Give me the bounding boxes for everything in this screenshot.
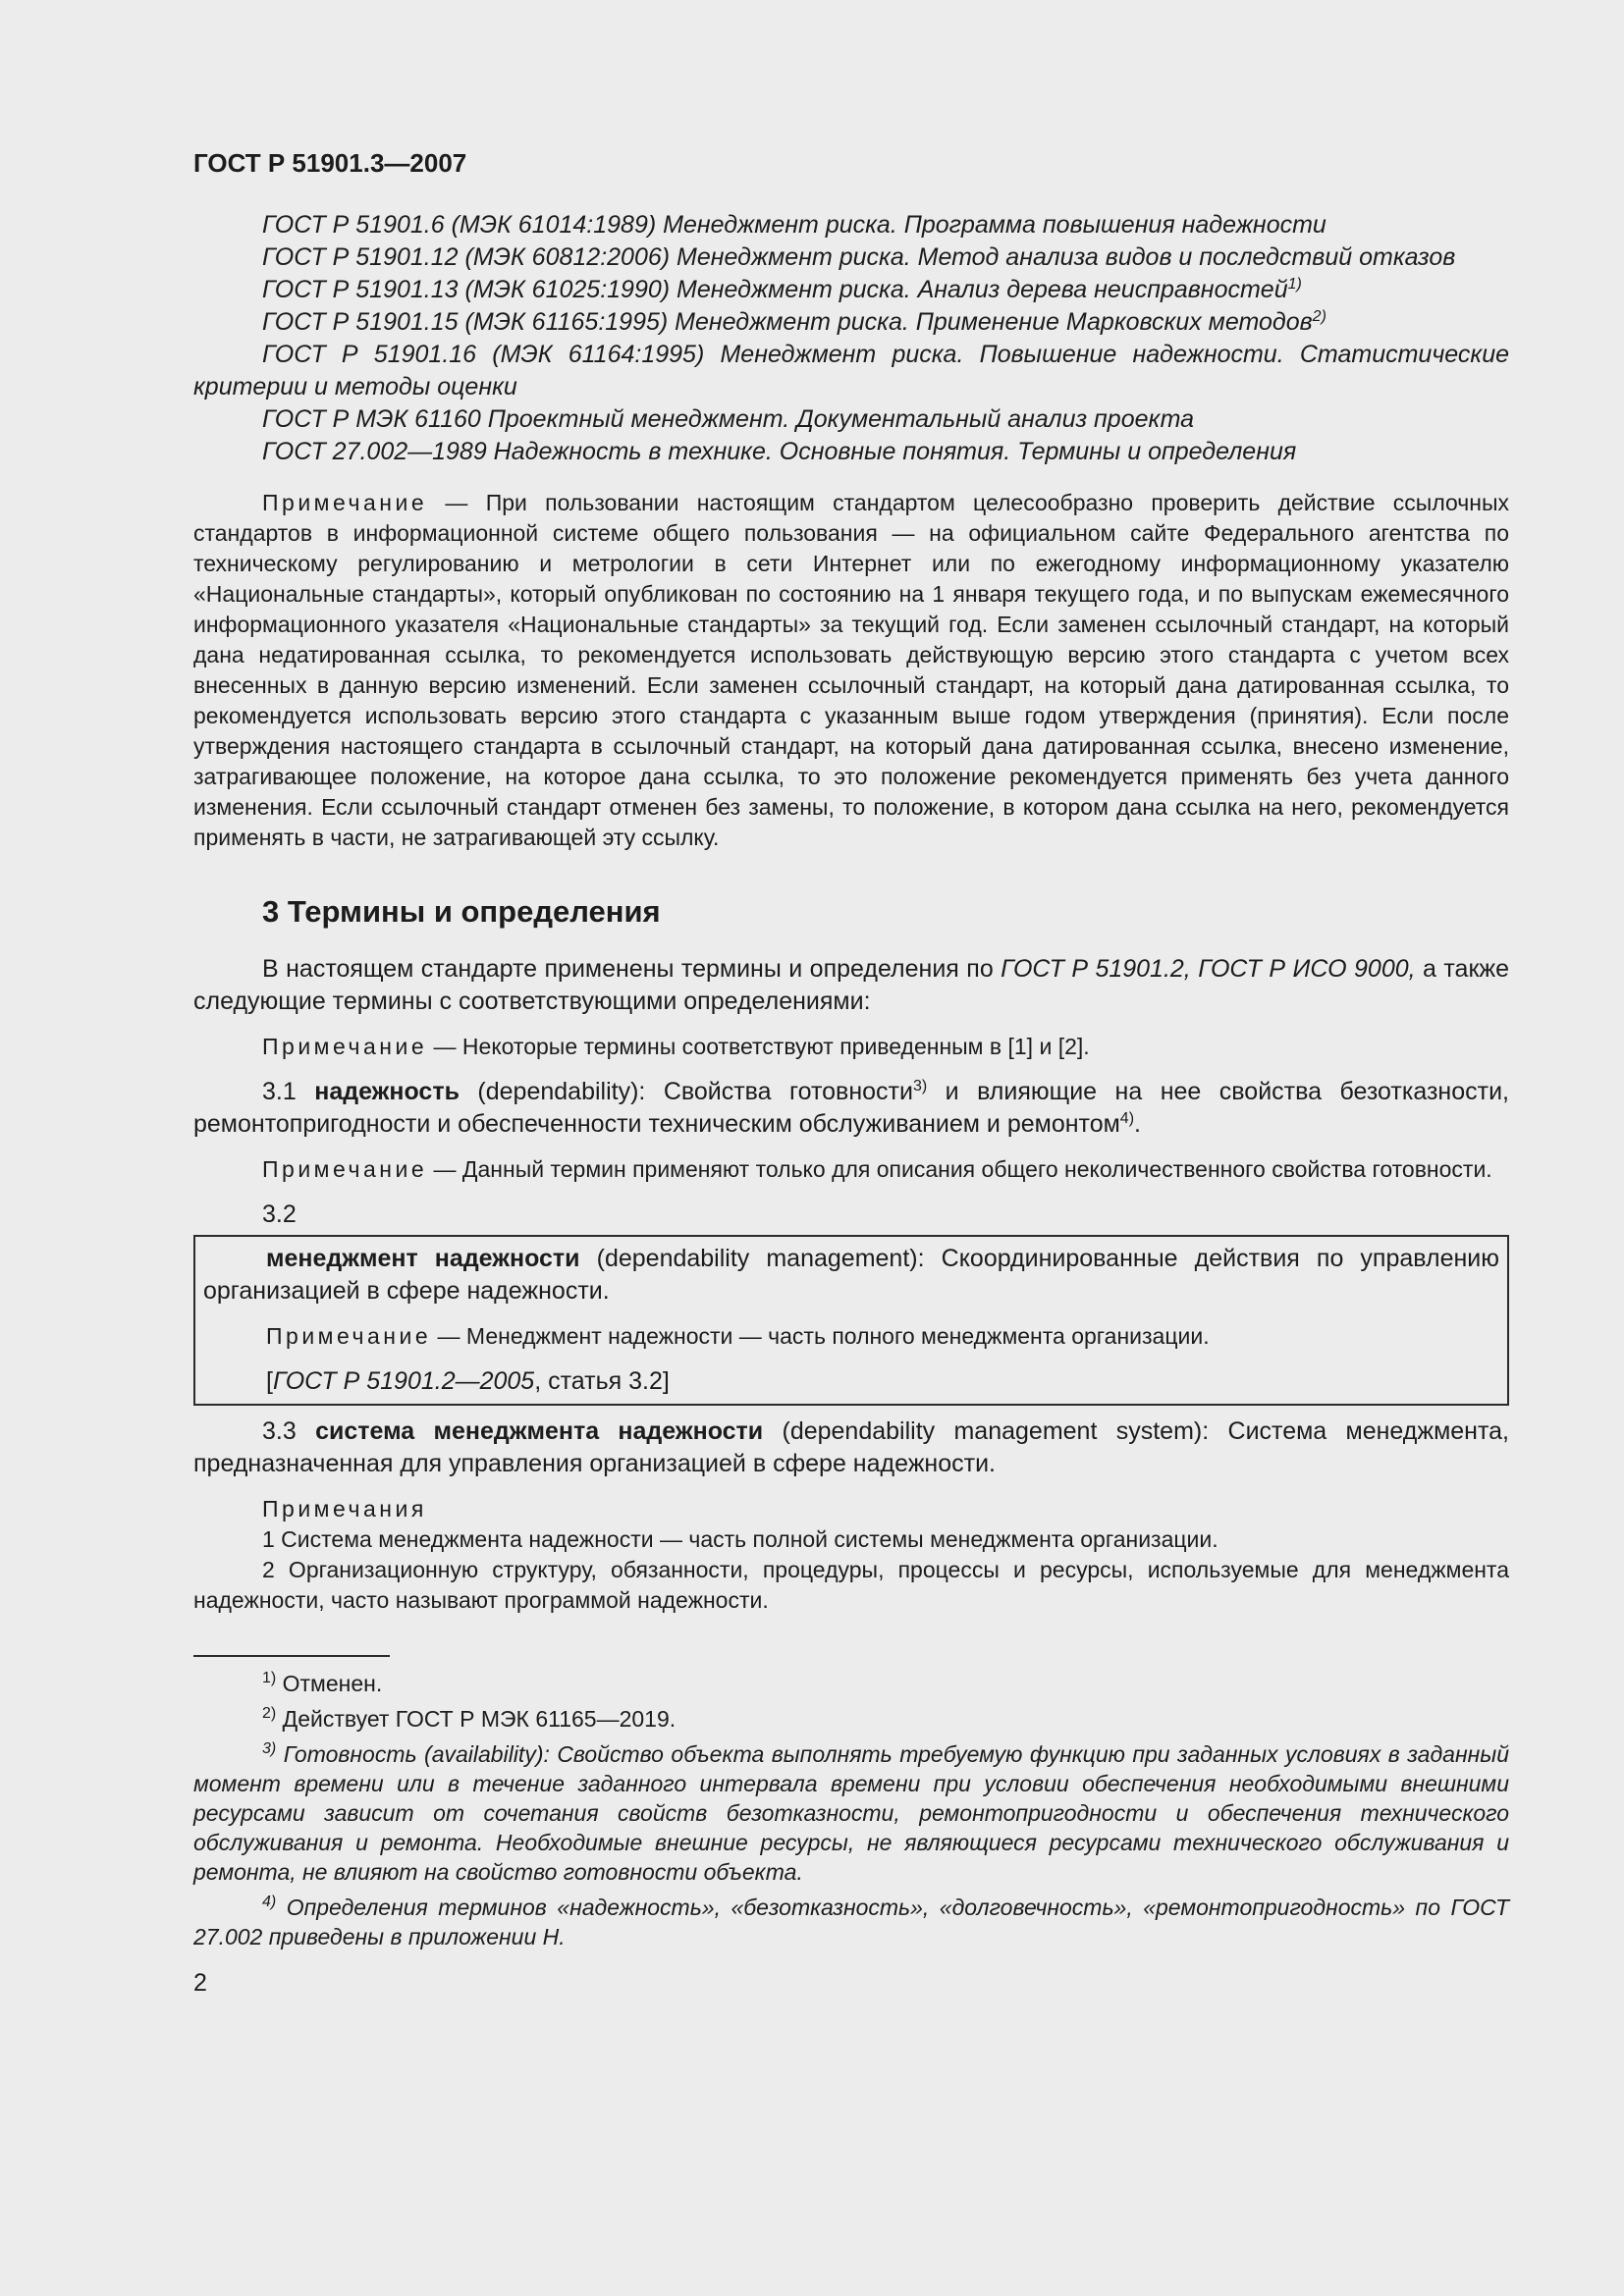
- note-item: 1 Система менеджмента надежности — часть полной системы менеджмента организации.: [262, 1526, 1218, 1552]
- footnotes: [193, 1669, 1509, 1951]
- footnote: $^{4)}$ Определения терминов «надежность», «безотказность», «долговечность», «ремонтопригодность» по ГОСТ 27.002 приведены в приложении Н.: [193, 1894, 1509, 1949]
- section-intro: В настоящем стандарте применены термины и определения по ГОСТ Р 51901.2, ГОСТ Р ИСО 9000, а также следующие термины с соответствующими определениями:: [193, 955, 1510, 1015]
- term-3-2-box: [193, 1235, 1509, 1406]
- term-name: менеджмент надежности: [266, 1245, 580, 1272]
- term-name: надежность: [314, 1078, 460, 1105]
- page-number: 2: [193, 1969, 207, 1997]
- reference-item: ГОСТ 27.002—1989 Надежность в технике. Основные понятия. Термины и определения: [262, 438, 1297, 465]
- reference-item: ГОСТ Р 51901.12 (МЭК 60812:2006) Менеджмент риска. Метод анализа видов и последствий отказов: [262, 243, 1456, 271]
- footnote-separator: [193, 1655, 390, 1657]
- reference-item: ГОСТ Р 51901.16 (МЭК 61164:1995) Менеджмент риска. Повышение надежности. Статистические критерии и методы оценки: [193, 341, 1509, 400]
- term-3-1: 3.1 надежность (dependability): Свойства готовности$^{3)}$ и влияющие на нее свойства безотказности, ремонтопригодности и обеспеченности техническим обслуживанием и ремонтом$^{4)}$.: [193, 1078, 1509, 1138]
- reference-item: ГОСТ Р МЭК 61160 Проектный менеджмент. Документальный анализ проекта: [262, 405, 1195, 433]
- note-label: Примечание: [262, 490, 428, 515]
- footnote-mark: 4): [1119, 1110, 1135, 1127]
- term-3-1-note: Примечание — Данный термин применяют только для описания общего неколичественного свойства готовности.: [262, 1156, 1492, 1182]
- document-page: [193, 147, 1509, 2000]
- reference-item: ГОСТ Р 51901.6 (МЭК 61014:1989) Менеджмент риска. Программа повышения надежности: [262, 211, 1326, 239]
- footnote: $^{2)}$ Действует ГОСТ Р МЭК 61165—2019.: [262, 1705, 677, 1732]
- term-3-2-source: [ГОСТ Р 51901.2—2005, статья 3.2]: [266, 1367, 670, 1395]
- document-header-code: ГОСТ Р 51901.3—2007: [193, 148, 467, 178]
- term-3-3: 3.3 система менеджмента надежности (dependability management system): Система менеджмента, предназначенная для управления организацией в сфере надежности.: [193, 1417, 1510, 1477]
- intro-note: Примечание — Некоторые термины соответствуют приведенным в [1] и [2].: [262, 1034, 1090, 1059]
- term-3-2-note: Примечание — Менеджмент надежности — часть полного менеджмента организации.: [266, 1323, 1210, 1349]
- term-3-2: менеджмент надежности (dependability management): Скоординированные действия по управлению организацией в сфере надежности.: [203, 1245, 1499, 1305]
- references-note: Примечание — При пользовании настоящим стандартом целесообразно проверить действие ссылочных стандартов в информационной системе общего пользования — на официальном сайте Федерального агентства по техническому регулированию и метрологии в сети Интернет или по ежегодному информационному указателю «Национальные стандарты», который опубликован по состоянию на 1 января текущего года, и по выпускам ежемесячного информационного указателя «Национальные стандарты» за текущий год. Если заменен ссылочный стандарт, на который дана недатированная ссылка, то рекомендуется использовать действующую версию этого стандарта с учетом всех внесенных в данную версию изменений. Если заменен ссылочный стандарт, на который дана датированная ссылка, то рекомендуется использовать версию этого стандарта с указанным выше годом утверждения (принятия). Если после утверждения настоящего стандарта в ссылочный стандарт, на который дана датированная ссылка, внесено изменение, затрагивающее положение, на которое дана ссылка, то это положение рекомендуется применять без учета данного изменения. Если ссылочный стандарт отменен без замены, то положение, в котором дана ссылка на него, рекомендуется применять в части, не затрагивающей эту ссылку.: [193, 490, 1509, 850]
- notes-label: Примечания: [262, 1496, 427, 1522]
- references-list: [193, 209, 1509, 468]
- term-name: система менеджмента надежности: [315, 1417, 764, 1445]
- footnote-mark: 2): [1312, 308, 1326, 325]
- reference-item: ГОСТ Р 51901.15 (МЭК 61165:1995) Менеджмент риска. Применение Марковских методов$^{2)}$: [262, 308, 1326, 336]
- term-3-3-notes: [193, 1494, 1509, 1616]
- footnote: $^{1)}$ Отменен.: [262, 1670, 383, 1696]
- term-3-2-number: 3.2: [262, 1201, 297, 1228]
- footnote-mark: 3): [912, 1078, 928, 1095]
- footnote: $^{3)}$ Готовность (availability): Свойство объекта выполнять требуемую функцию при заданных условиях в заданный момент времени или в течение заданного интервала времени при условии обеспечения необходимыми внешними ресурсами зависит от сочетания свойств безотказности, ремонтопригодности и обеспечения технического обслуживания и ремонта. Необходимые внешние ресурсы, не являющиеся ресурсами технического обслуживания и ремонта, не влияют на свойство готовности объекта.: [193, 1740, 1509, 1885]
- section-title: 3 Термины и определения: [262, 894, 661, 929]
- note-item: 2 Организационную структуру, обязанности, процедуры, процессы и ресурсы, используемые для менеджмента надежности, часто называют программой надежности.: [193, 1557, 1509, 1613]
- footnote-mark: 1): [1287, 276, 1302, 293]
- reference-item: ГОСТ Р 51901.13 (МЭК 61025:1990) Менеджмент риска. Анализ дерева неисправностей$^{1)}$: [262, 276, 1302, 303]
